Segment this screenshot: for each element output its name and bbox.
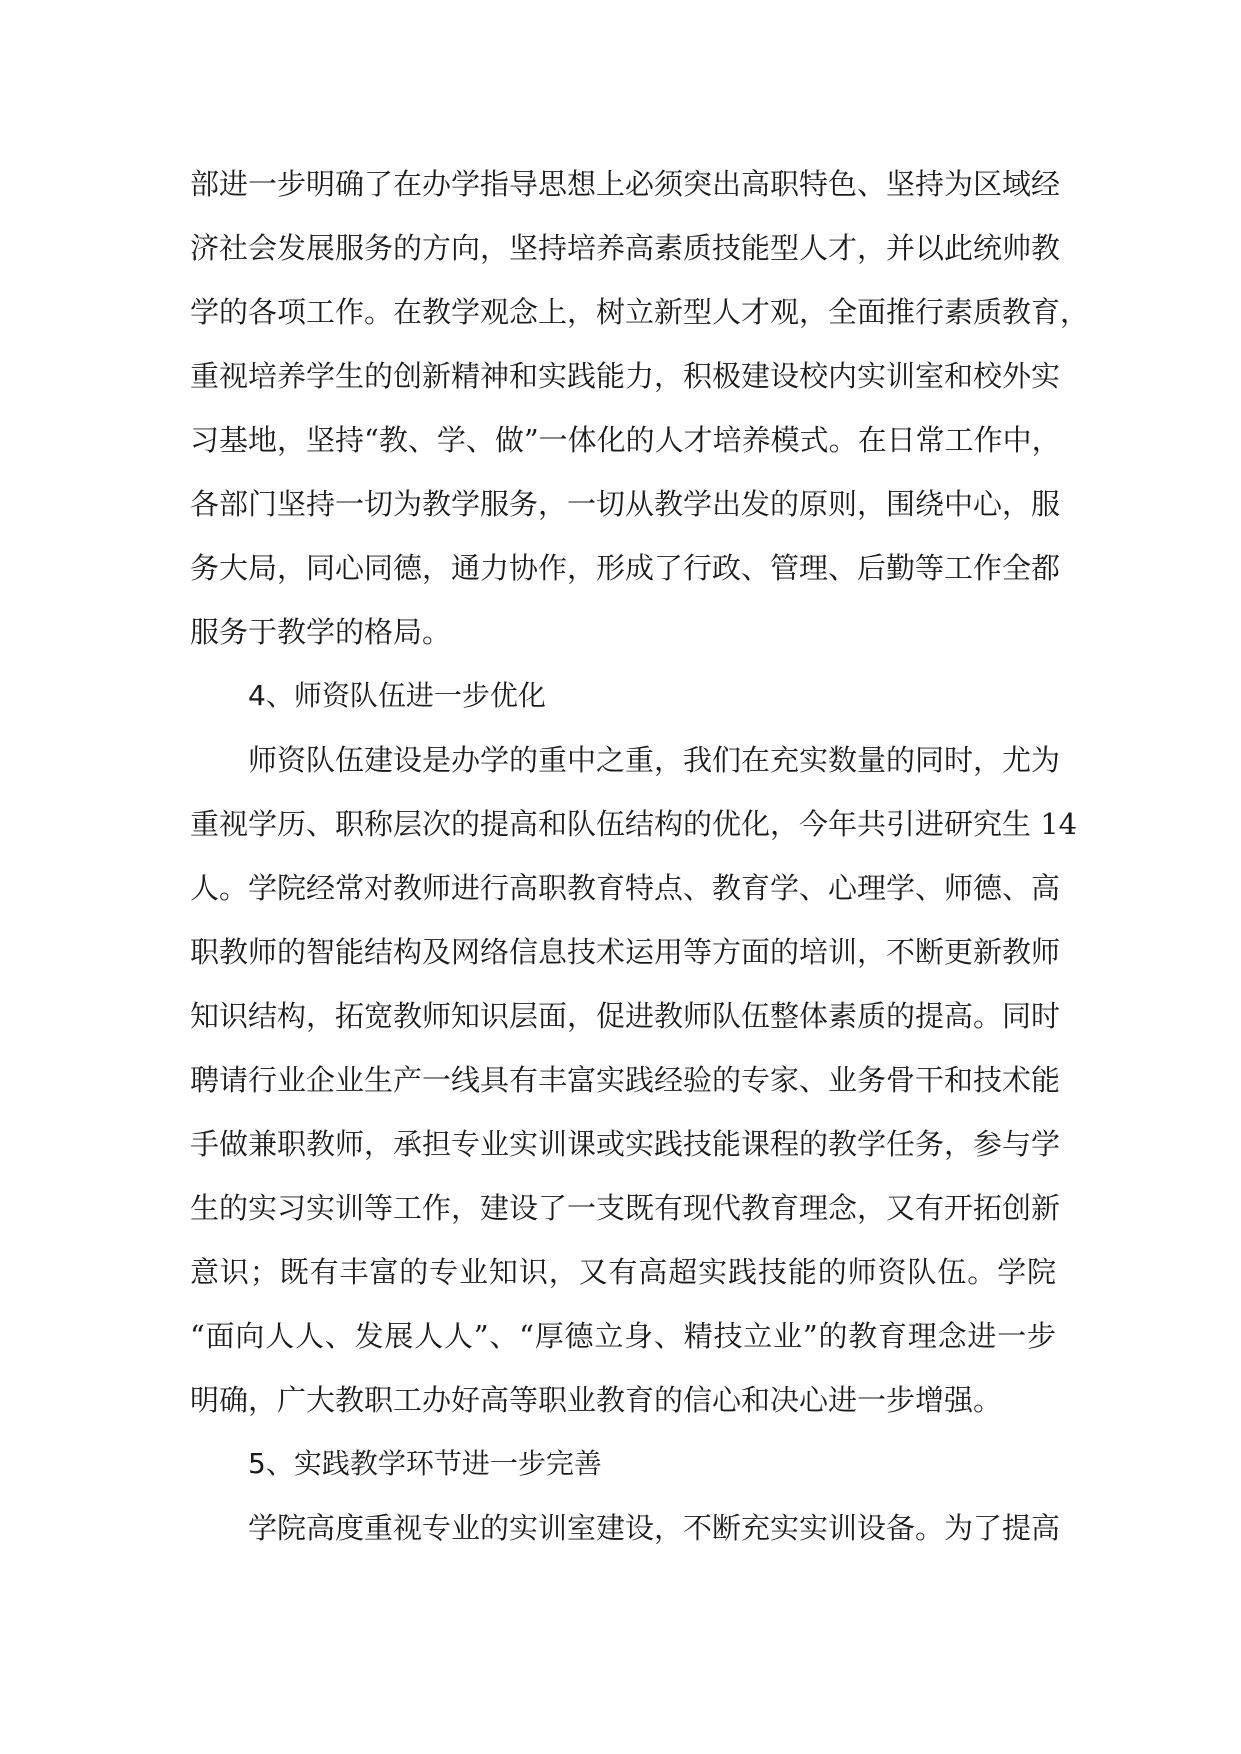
paragraph-line: 知识结构，拓宽教师知识层面，促进教师队伍整体素质的提高。同时 — [190, 999, 1061, 1033]
paragraph-line: 服务于教学的格局。 — [190, 615, 452, 649]
paragraph-line: 重视学历、职称层次的提高和队伍结构的优化，今年共引进研究生 14 — [190, 807, 1078, 841]
paragraph-line: 济社会发展服务的方向，坚持培养高素质技能型人才，并以此统帅教 — [190, 231, 1061, 265]
paragraph-line: 学的各项工作。在教学观念上，树立新型人才观，全面推行素质教育， — [190, 295, 1090, 329]
section-heading: 5、实践教学环节进一步完善 — [248, 1447, 602, 1480]
paragraph-line: 重视培养学生的创新精神和实践能力，积极建设校内实训室和校外实 — [190, 359, 1061, 393]
section-heading: 4、师资队伍进一步优化 — [248, 679, 546, 712]
paragraph-line: 学院高度重视专业的实训室建设，不断充实实训设备。为了提高 — [248, 1511, 1061, 1545]
paragraph-line: 意识；既有丰富的专业知识，又有高超实践技能的师资队伍。学院 — [190, 1255, 1056, 1289]
paragraph-line: 务大局，同心同德，通力协作，形成了行政、管理、后勤等工作全都 — [190, 551, 1061, 585]
paragraph-line: 明确，广大教职工办好高等职业教育的信心和决心进一步增强。 — [190, 1383, 1003, 1417]
paragraph-line: 职教师的智能结构及网络信息技术运用等方面的培训，不断更新教师 — [190, 935, 1061, 969]
paragraph-line: “面向人人、发展人人”、“厚德立身、精技立业”的教育理念进一步 — [190, 1319, 1056, 1353]
paragraph-line: 聘请行业企业生产一线具有丰富实践经验的专家、业务骨干和技术能 — [190, 1063, 1061, 1097]
paragraph-line: 各部门坚持一切为教学服务，一切从教学出发的原则，围绕中心，服 — [190, 487, 1061, 521]
paragraph-line: 部进一步明确了在办学指导思想上必须突出高职特色、坚持为区域经 — [190, 167, 1061, 201]
paragraph-line: 人。学院经常对教师进行高职教育特点、教育学、心理学、师德、高 — [190, 871, 1061, 905]
paragraph-line: 手做兼职教师，承担专业实训课或实践技能课程的教学任务，参与学 — [190, 1127, 1061, 1161]
paragraph-line: 生的实习实训等工作，建设了一支既有现代教育理念，又有开拓创新 — [190, 1191, 1061, 1225]
paragraph-line: 师资队伍建设是办学的重中之重，我们在充实数量的同时，尤为 — [248, 743, 1061, 777]
paragraph-line: 习基地，坚持“教、学、做”一体化的人才培养模式。在日常工作中， — [190, 423, 1061, 457]
